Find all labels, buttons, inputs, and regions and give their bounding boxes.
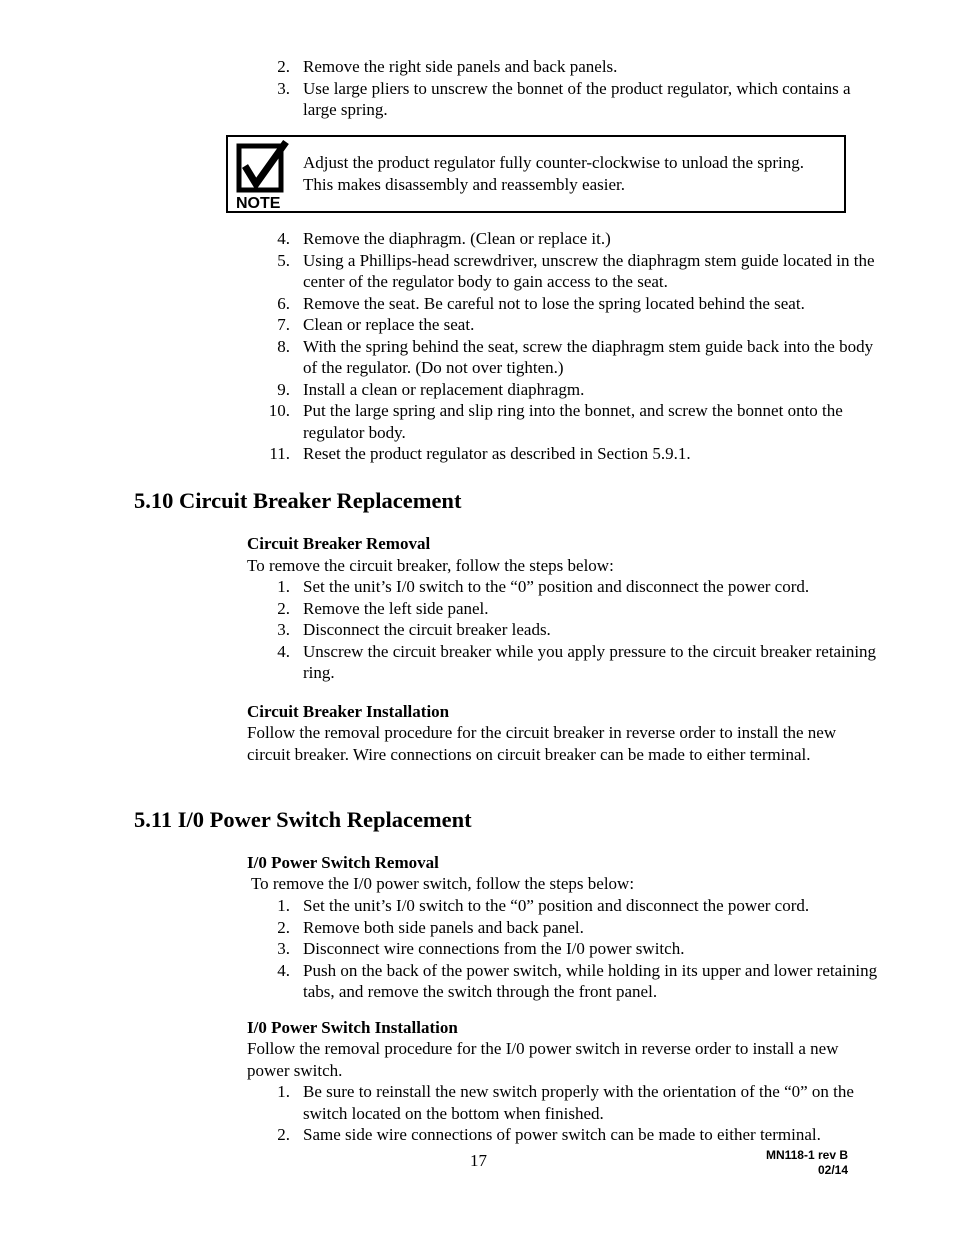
list-item [0,78,878,121]
svg-text:NOTE: NOTE [236,195,281,210]
list-item-text: Unscrew the circuit breaker while you apply pressure to the circuit breaker retaining ring. [303,641,877,682]
list-item-text: Be sure to reinstall the new switch properly with the orientation of the “0” on the switch located on the bottom when finished. [303,1082,854,1123]
subheading-power-switch-installation: I/0 Power Switch Installation [247,1018,458,1037]
list-item [0,250,878,293]
list-item [0,379,878,401]
list-item-text: Set the unit’s I/0 switch to the “0” position and disconnect the power cord. [303,896,810,915]
list-item-number: 2. [277,598,290,618]
list-item-number: 4. [277,960,290,980]
list-item-text: Remove both side panels and back panel. [303,917,584,937]
list-item-number: 1. [277,896,290,915]
list-item-text: Disconnect wire connections from the I/0 power switch. [303,939,685,958]
list-item-number: 6. [277,293,290,313]
list-item-number: 3. [277,78,290,98]
list-item [0,56,878,78]
list-item [0,1124,878,1146]
checkmark-note-icon [236,140,290,210]
list-item-text: Remove the diaphragm. (Clean or replace it.) [303,229,611,248]
paragraph-circuit-breaker-installation: Follow the removal procedure for the circuit breaker in reverse order to install the new circuit breaker. Wire connections on circuit breaker can be made to either terminal. [247,723,837,764]
list-item-number: 7. [277,315,290,334]
list-item-number: 2. [277,57,290,76]
list-item [0,400,878,443]
document-revision [760,1148,848,1178]
list-item-text: With the spring behind the seat, screw the diaphragm stem guide back into the body of the regulator. (Do not over tighten.) [303,336,874,377]
list-item-text: Push on the back of the power switch, while holding in its upper and lower retaining tabs, and remove the switch through the front panel. [303,960,878,1001]
list-item [0,917,878,939]
list-item-text: Reset the product regulator as described in Section 5.9.1. [303,444,691,463]
list-item [0,293,878,315]
paragraph-circuit-breaker-intro: To remove the circuit breaker, follow the steps below: [247,556,614,575]
list-item-text: Remove the left side panel. [303,598,489,618]
list-item-number: 3. [277,620,290,639]
list-item [0,336,878,379]
steps-power-switch-installation [0,1081,878,1146]
list-item [0,641,878,684]
steps-list-mid [0,228,878,465]
list-item-number: 8. [277,336,290,356]
list-item-number: 1. [277,577,290,596]
document-id: MN118-1 rev B [765,1148,848,1162]
list-item-number: 4. [277,641,290,661]
list-item-text: Clean or replace the seat. [303,315,475,334]
list-item-text: Install a clean or replacement diaphragm. [303,379,585,399]
steps-circuit-breaker-removal [0,576,878,684]
list-item [0,1081,878,1124]
note-text: Adjust the product regulator fully counter-clockwise to unload the spring. This makes disassembly and reassembly easier. [303,153,805,194]
list-item-text: Set the unit’s I/0 switch to the “0” position and disconnect the power cord. [303,577,810,596]
list-item [0,314,878,336]
list-item [0,576,878,598]
subheading-circuit-breaker-removal: Circuit Breaker Removal [247,534,431,553]
list-item-number: 5. [277,250,290,270]
list-item [0,619,878,641]
steps-power-switch-removal [0,895,878,1003]
list-item-number: 4. [277,229,290,248]
list-item [0,443,878,465]
steps-list-top [0,56,878,121]
list-item-text: Using a Phillips-head screwdriver, unscrew the diaphragm stem guide located in the center of the regulator body to gain access to the seat. [303,250,875,291]
list-item-text: Use large pliers to unscrew the bonnet of the product regulator, which contains a large spring. [303,78,851,119]
list-item-number: 2. [277,1125,290,1144]
list-item-text: Disconnect the circuit breaker leads. [303,620,551,639]
list-item [0,960,878,1003]
list-item [0,228,878,250]
list-item-number: 10. [268,401,290,420]
list-item-text: Remove the seat. Be careful not to lose the spring located behind the seat. [303,293,805,313]
list-item-number: 1. [277,1082,290,1101]
section-heading-5-11: 5.11 I/0 Power Switch Replacement [134,807,472,832]
section-heading-5-10: 5.10 Circuit Breaker Replacement [134,488,462,513]
list-item [0,938,878,960]
list-item-number: 2. [277,917,290,937]
list-item [0,895,878,917]
list-item [0,598,878,620]
list-item-number: 3. [277,939,290,958]
subheading-circuit-breaker-installation: Circuit Breaker Installation [247,702,450,721]
list-item-number: 11. [269,444,290,463]
list-item-text: Remove the right side panels and back panels. [303,57,618,76]
list-item-text: Put the large spring and slip ring into the bonnet, and screw the bonnet onto the regulator body. [303,401,843,442]
document-date: 02/14 [817,1163,848,1177]
page-number: 17 [470,1151,487,1170]
subheading-power-switch-removal: I/0 Power Switch Removal [247,853,439,872]
list-item-number: 9. [277,379,290,399]
paragraph-power-switch-intro: To remove the I/0 power switch, follow the steps below: [247,874,635,893]
paragraph-power-switch-installation: Follow the removal procedure for the I/0 power switch in reverse order to install a new power switch. [247,1039,839,1080]
list-item-text: Same side wire connections of power switch can be made to either terminal. [303,1125,821,1144]
